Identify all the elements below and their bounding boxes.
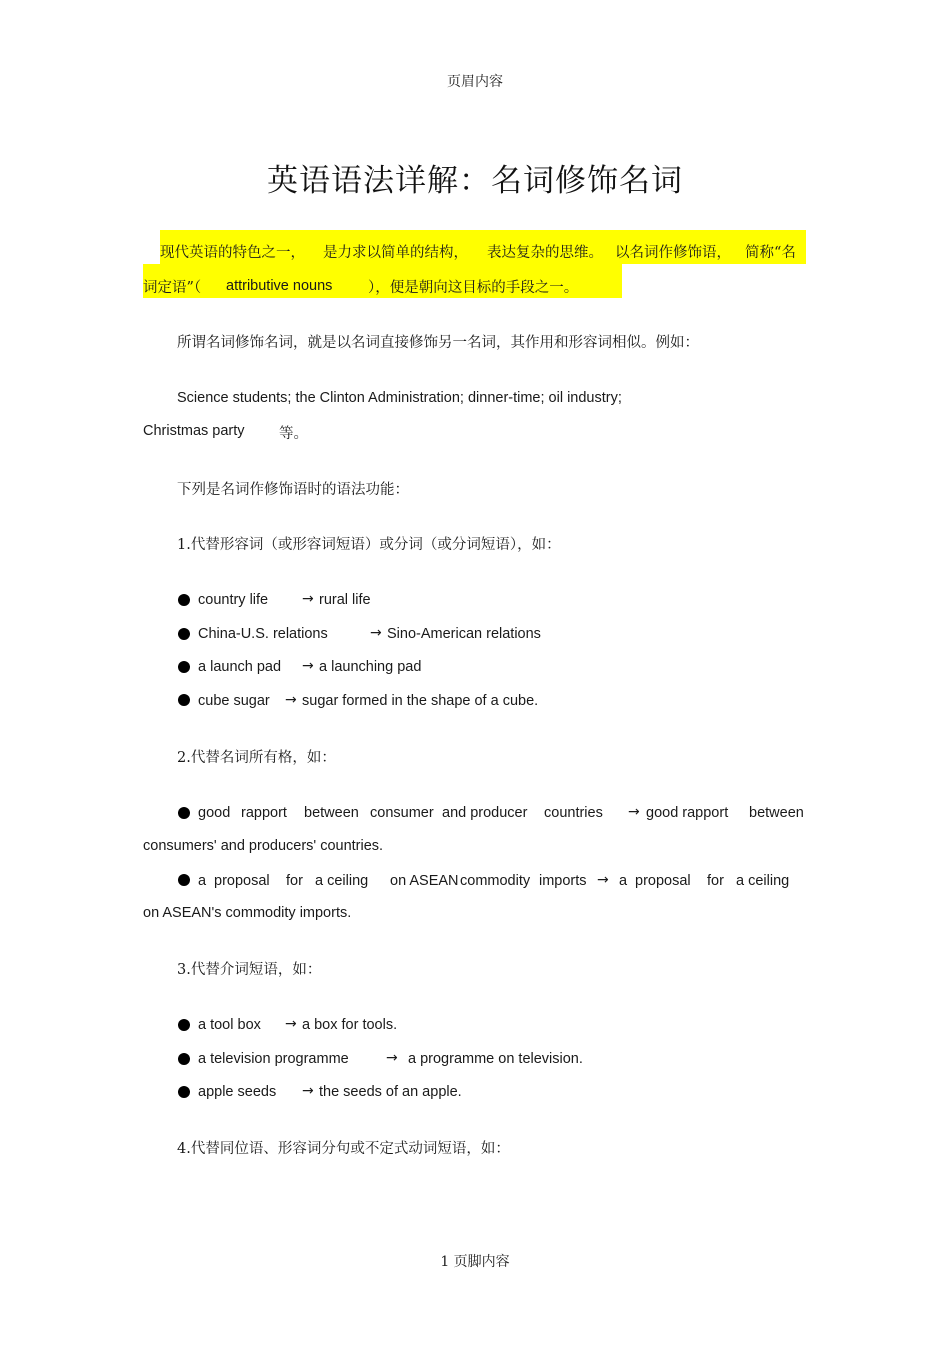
example-word: good <box>198 805 231 821</box>
example-word: a ceiling <box>736 873 790 889</box>
arrow-icon: → <box>302 658 314 674</box>
example-continuation: on ASEAN's commodity imports. <box>143 905 352 921</box>
example-word: good rapport <box>646 805 729 821</box>
intro-term: attributive nouns <box>226 278 333 294</box>
arrow-icon: → <box>386 1050 398 1066</box>
section-2-heading: 2.代替名词所有格，如： <box>177 750 336 766</box>
example-word: for <box>707 873 724 889</box>
example-word: commodity <box>460 873 531 889</box>
example-word: and producer <box>442 805 528 821</box>
bullet <box>178 1019 190 1031</box>
example-word: countries <box>544 805 603 821</box>
intro-segment: 现代英语的特色之一， <box>160 245 305 261</box>
example-from: cube sugar <box>198 693 270 709</box>
example-to: a programme on television. <box>408 1051 583 1067</box>
page-title: 英语语法详解：名词修饰名词 <box>267 163 683 199</box>
bullet <box>178 694 190 706</box>
section-3-heading: 3.代替介词短语，如： <box>177 962 322 978</box>
bullet <box>178 807 190 819</box>
functions-intro: 下列是名词作修饰语时的语法功能： <box>177 482 409 498</box>
example-from: a tool box <box>198 1017 261 1033</box>
arrow-icon: → <box>628 804 640 820</box>
intro-segment: ），便是朝向这目标的手段之一。 <box>368 280 579 296</box>
bullet <box>178 594 190 606</box>
example-word: between <box>304 805 359 821</box>
example-to: Sino-American relations <box>387 626 541 642</box>
example-word: rapport <box>241 805 287 821</box>
example-continuation: consumers' and producers' countries. <box>143 838 384 854</box>
example-to: sugar formed in the shape of a cube. <box>302 693 539 709</box>
example-to: a box for tools. <box>302 1017 398 1033</box>
bullet <box>178 1053 190 1065</box>
example-word: between <box>749 805 804 821</box>
example-from: a television programme <box>198 1051 349 1067</box>
example-from: China-U.S. relations <box>198 626 328 642</box>
example-word: proposal <box>635 873 691 889</box>
example-from: country life <box>198 592 269 608</box>
example-word: consumer <box>370 805 434 821</box>
bullet <box>178 874 190 886</box>
arrow-icon: → <box>597 872 609 888</box>
example-from: apple seeds <box>198 1084 277 1100</box>
arrow-icon: → <box>285 1016 297 1032</box>
examples-suffix: 等。 <box>279 426 308 442</box>
example-from: a launch pad <box>198 659 282 675</box>
example-to: the seeds of an apple. <box>319 1084 462 1100</box>
example-word: a <box>198 873 207 889</box>
bullet <box>178 628 190 640</box>
example-word: a <box>619 873 628 889</box>
example-to: rural life <box>319 592 371 608</box>
intro-segment: 词定语”（ <box>143 280 202 296</box>
examples-line: Christmas party <box>143 423 245 439</box>
section-4-heading: 4.代替同位语、形容词分句或不定式动词短语，如： <box>177 1141 510 1157</box>
bullet <box>178 1086 190 1098</box>
example-word: proposal <box>214 873 270 889</box>
arrow-icon: → <box>370 625 382 641</box>
definition-paragraph: 所谓名词修饰名词，就是以名词直接修饰另一名词，其作用和形容词相似。例如： <box>177 335 699 351</box>
section-1-heading: 1.代替形容词（或形容词短语）或分词（或分词短语），如： <box>177 537 561 553</box>
intro-segment: 简称“名 <box>745 245 796 261</box>
intro-segment: 表达复杂的思维。 <box>487 245 603 261</box>
page-header: 页眉内容 <box>447 74 503 90</box>
example-word: on ASEAN <box>390 873 459 889</box>
arrow-icon: → <box>285 692 297 708</box>
arrow-icon: → <box>302 1083 314 1099</box>
examples-line: Science students; the Clinton Administration; dinner-time; oil industry; <box>177 390 622 406</box>
example-word: imports <box>539 873 587 889</box>
page-footer: 1 页脚内容 <box>440 1254 510 1270</box>
arrow-icon: → <box>302 591 314 607</box>
intro-segment: 以名词作修饰语， <box>615 245 731 261</box>
example-word: for <box>286 873 303 889</box>
bullet <box>178 661 190 673</box>
intro-segment: 是力求以简单的结构， <box>323 245 468 261</box>
example-word: a ceiling <box>315 873 369 889</box>
example-to: a launching pad <box>319 659 422 675</box>
